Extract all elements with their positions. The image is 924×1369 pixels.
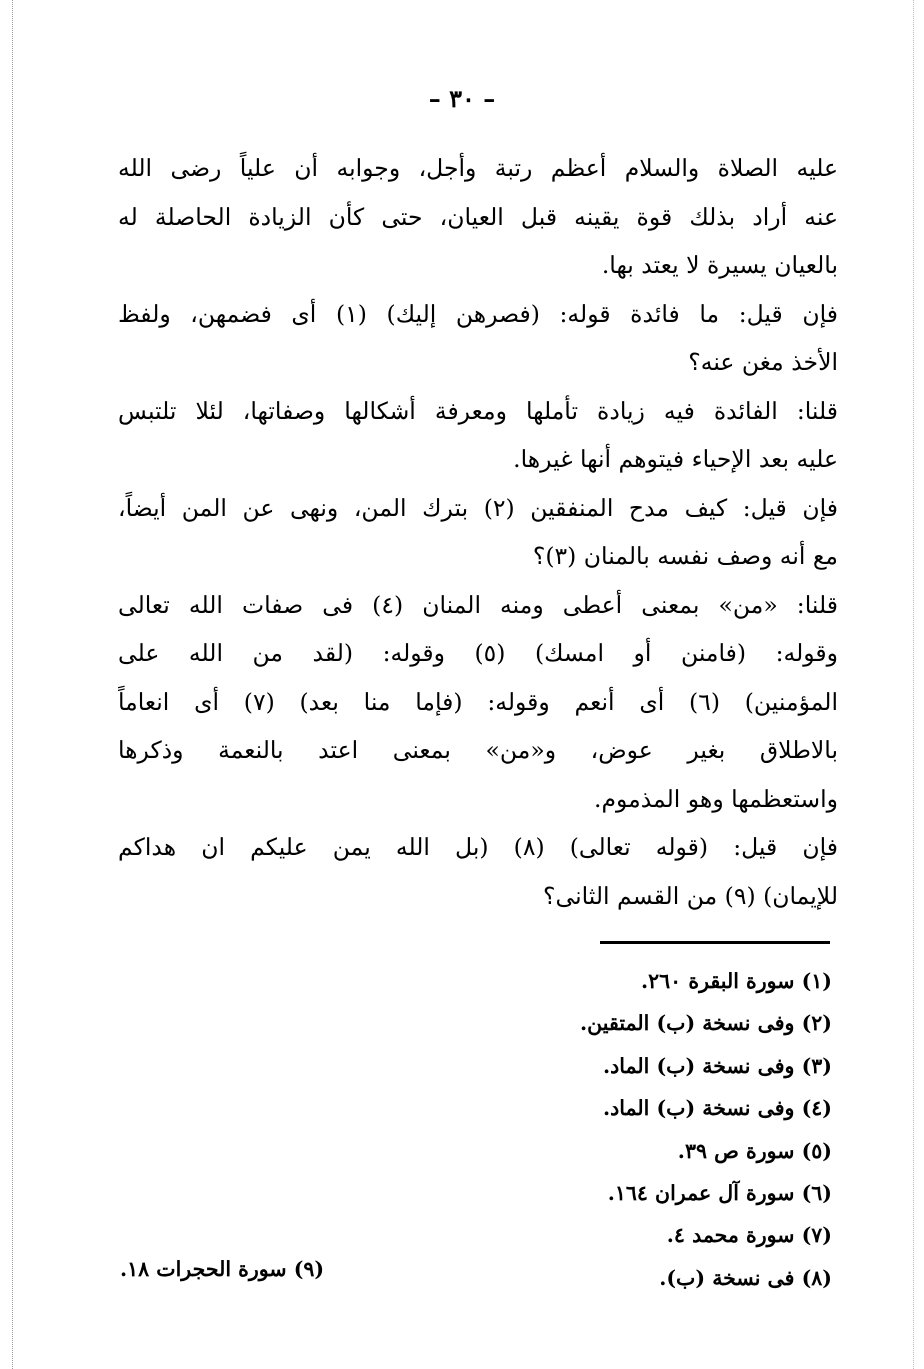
footnotes bbox=[580, 962, 832, 1301]
text-line: وقوله: (فامنن أو امسك) (٥) وقوله: (لقد من الله على bbox=[118, 639, 838, 667]
text-line: الأخذ مغن عنه؟ bbox=[688, 348, 838, 376]
text-line: مع أنه وصف نفسه بالمنان (٣)؟ bbox=[532, 542, 838, 570]
main-text bbox=[118, 146, 838, 922]
text-line: فإن قيل: كيف مدح المنفقين (٢) بترك المن، ونهى عن المن أيضاً، bbox=[118, 493, 838, 522]
text-line: بالعيان يسيرة لا يعتد بها. bbox=[601, 251, 838, 279]
footnote: (٣) وفى نسخة (ب) الماد. bbox=[603, 1053, 832, 1078]
page-edge-right bbox=[913, 0, 914, 1369]
page-edge-left bbox=[12, 0, 13, 1369]
text-line: فإن قيل: ما فائدة قوله: (فصرهن إليك) (١) أى فضمهن، ولفظ bbox=[118, 299, 838, 328]
text-line: عنه أراد بذلك قوة يقينه قبل العيان، حتى كأن الزيادة الحاصلة له bbox=[118, 202, 838, 231]
footnote: (٤) وفى نسخة (ب) الماد. bbox=[603, 1096, 832, 1121]
text-line: للإيمان) (٩) من القسم الثانى؟ bbox=[543, 881, 838, 910]
text-line: فإن قيل: (قوله تعالى) (٨) (بل الله يمن عليكم ان هداكم bbox=[118, 833, 838, 861]
text-line: بالاطلاق بغير عوض، و«من» بمعنى اعتد بالنعمة وذكرها bbox=[118, 736, 838, 764]
footnote: (٨) فى نسخة (ب). bbox=[659, 1265, 832, 1290]
footnote-separator bbox=[600, 941, 830, 944]
text-line: المؤمنين) (٦) أى أنعم وقوله: (فإما منا بعد) (٧) أى انعاماً bbox=[118, 687, 838, 716]
text-line: قلنا: الفائدة فيه زيادة تأملها ومعرفة أشكالها وصفاتها، لئلا تلتبس bbox=[118, 396, 838, 425]
text-line: واستعظمها وهو المذموم. bbox=[593, 784, 838, 813]
footnote: (٦) سورة آل عمران ١٦٤. bbox=[607, 1180, 832, 1205]
footnote: (٢) وفى نسخة (ب) المتقين. bbox=[580, 1011, 832, 1036]
footnote: (٩) سورة الحجرات ١٨. bbox=[120, 1257, 325, 1281]
footnote: (٧) سورة محمد ٤. bbox=[666, 1223, 832, 1248]
text-line: عليه بعد الإحياء فيتوهم أنها غيرها. bbox=[513, 445, 838, 473]
text-line: قلنا: «من» بمعنى أعطى ومنه المنان (٤) فى صفات الله تعالى bbox=[118, 590, 838, 619]
footnote: (١) سورة البقرة ٢٦٠. bbox=[641, 969, 832, 993]
page-number: – ٣٠ – bbox=[428, 84, 496, 113]
footnote: (٥) سورة ص ٣٩. bbox=[677, 1138, 832, 1163]
text-line: عليه الصلاة والسلام أعظم رتبة وأجل، وجوابه أن علياً رضى الله bbox=[118, 154, 838, 182]
